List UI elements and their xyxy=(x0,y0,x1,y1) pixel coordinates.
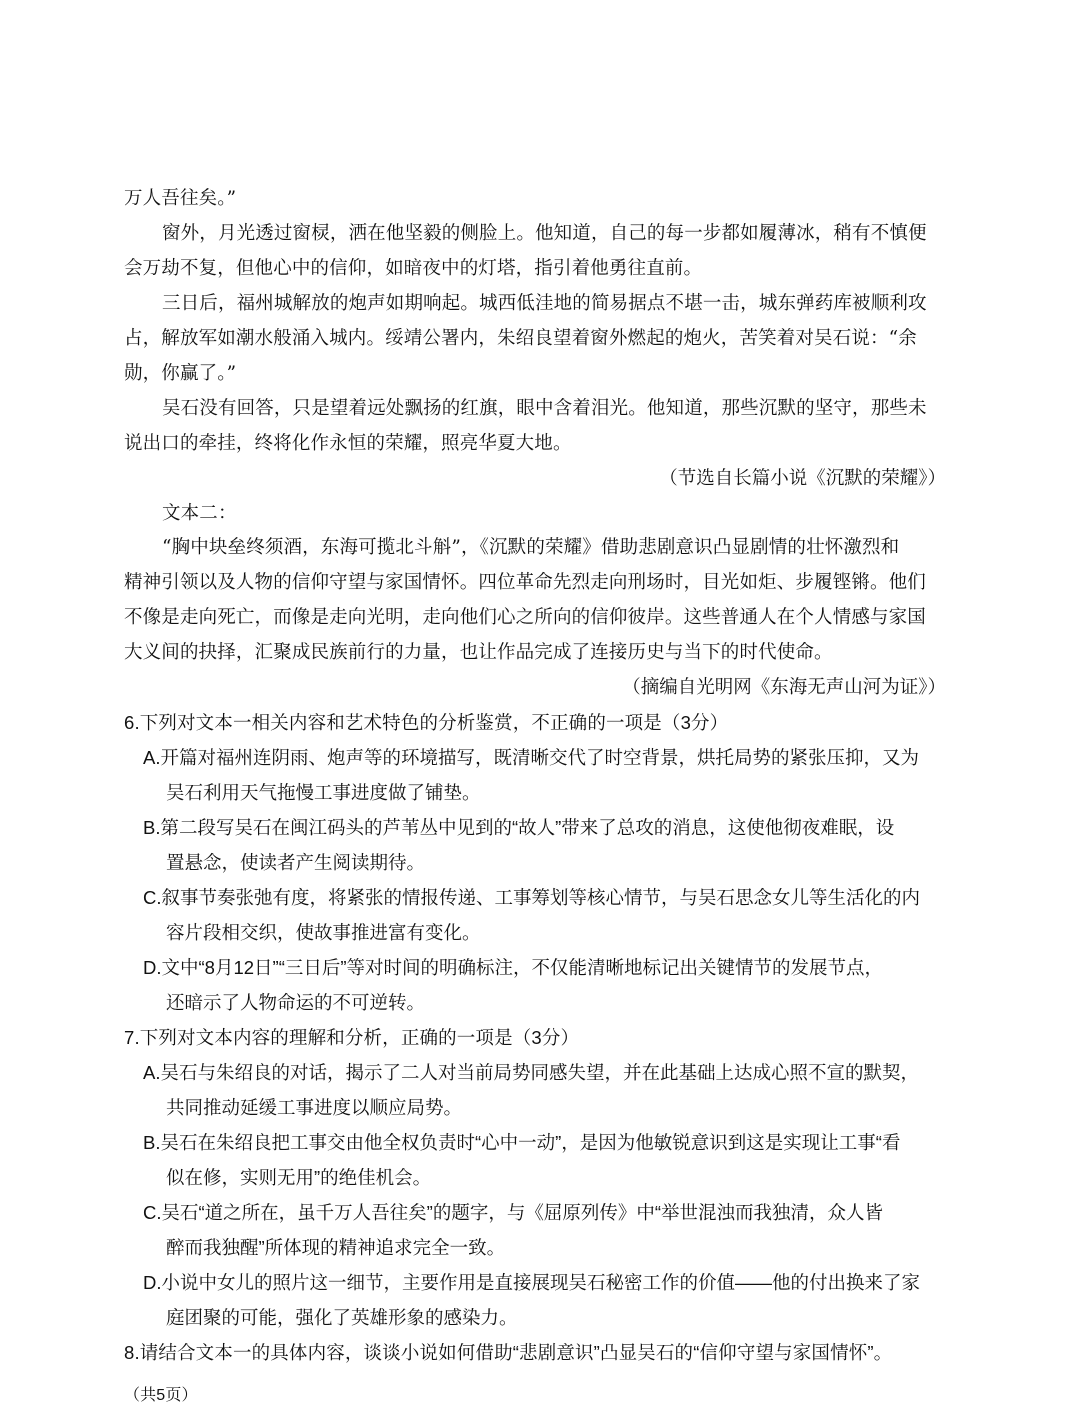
text1-line-4: 三日后，福州城解放的炮声如期响起。城西低洼地的简易据点不堪一击，城东弹药库被顺利攻 xyxy=(162,293,927,314)
q7-option-b-line-2: 似在修，实则无用”的绝佳机会。 xyxy=(166,1167,432,1188)
text2-line-2: 精神引领以及人物的信仰守望与家国情怀。四位革命先烈走向刑场时，目光如炬、步履铿锵。他们 xyxy=(124,572,926,593)
q7-option-c-line-2: 醉而我独醒”所体现的精神追求完全一致。 xyxy=(166,1237,506,1258)
page-count-footer: （共5页） xyxy=(124,1387,198,1404)
q6-option-a-line-2: 吴石利用天气拖慢工事进度做了铺垫。 xyxy=(166,782,481,803)
text1-line-8: 说出口的牵挂，终将化作永恒的荣耀，照亮华夏大地。 xyxy=(124,433,572,454)
text1-line-6: 勋，你赢了。” xyxy=(124,363,237,384)
question-8-stem: 8.请结合文本一的具体内容，谈谈小说如何借助“悲剧意识”凸显吴石的“信仰守望与家国情怀”。 xyxy=(124,1342,893,1363)
q6-option-c-line-2: 容片段相交织，使故事推进富有变化。 xyxy=(166,922,481,943)
q7-option-a-line-1: A.吴石与朱绍良的对话，揭示了二人对当前局势同感失望，并在此基础上达成心照不宣的默契， xyxy=(143,1062,919,1083)
q7-option-c-line-1: C.吴石“道之所在，虽千万人吾往矣”的题字，与《屈原列传》中“举世混浊而我独清，众人皆 xyxy=(143,1202,883,1223)
text1-line-5: 占，解放军如潮水般涌入城内。绥靖公署内，朱绍良望着窗外燃起的炮火，苦笑着对吴石说：“余 xyxy=(124,328,917,349)
text1-line-2: 窗外，月光透过窗棂，洒在他坚毅的侧脸上。他知道，自己的每一步都如履薄冰，稍有不慎便 xyxy=(162,223,927,244)
q6-option-b-line-1: B.第二段写吴石在闽江码头的芦苇丛中见到的“故人”带来了总攻的消息，这使他彻夜难眠，设 xyxy=(143,817,895,838)
text1-source: （节选自长篇小说《沉默的荣耀》） xyxy=(659,468,946,489)
text1-line-1: 万人吾往矣。” xyxy=(124,188,237,209)
q6-option-d-line-1: D.文中“8月12日”“三日后”等对时间的明确标注，不仅能清晰地标记出关键情节的发展节点， xyxy=(143,957,884,978)
q7-option-d-line-1: D.小说中女儿的照片这一细节，主要作用是直接展现吴石秘密工作的价值——他的付出换来了家 xyxy=(143,1272,921,1293)
text1-line-3: 会万劫不复，但他心中的信仰，如暗夜中的灯塔，指引着他勇往直前。 xyxy=(124,258,703,279)
question-6-stem: 6.下列对文本一相关内容和艺术特色的分析鉴赏，不正确的一项是（3分） xyxy=(124,712,729,733)
q7-option-a-line-2: 共同推动延缓工事进度以顺应局势。 xyxy=(166,1097,463,1118)
text2-heading: 文本二： xyxy=(162,503,237,524)
q6-option-d-line-2: 还暗示了人物命运的不可逆转。 xyxy=(166,992,426,1013)
text1-line-7: 吴石没有回答，只是望着远处飘扬的红旗，眼中含着泪光。他知道，那些沉默的坚守，那些未 xyxy=(162,398,927,419)
text2-source: （摘编自光明网《东海无声山河为证》） xyxy=(622,677,946,698)
q6-option-a-line-1: A.开篇对福州连阴雨、炮声等的环境描写，既清晰交代了时空背景，烘托局势的紧张压抑，又为 xyxy=(143,747,919,768)
text2-line-4: 大义间的抉择，汇聚成民族前行的力量，也让作品完成了连接历史与当下的时代使命。 xyxy=(124,642,833,663)
text2-line-3: 不像是走向死亡，而像是走向光明，走向他们心之所向的信仰彼岸。这些普通人在个人情感与家国 xyxy=(124,607,926,628)
q6-option-b-line-2: 置悬念，使读者产生阅读期待。 xyxy=(166,852,426,873)
q7-option-b-line-1: B.吴石在朱绍良把工事交由他全权负责时“心中一动”，是因为他敏锐意识到这是实现让工事“看 xyxy=(143,1132,901,1153)
question-7-stem: 7.下列对文本内容的理解和分析，正确的一项是（3分） xyxy=(124,1027,580,1048)
q6-option-c-line-1: C.叙事节奏张弛有度，将紧张的情报传递、工事筹划等核心情节，与吴石思念女儿等生活化的内 xyxy=(143,887,921,908)
text2-line-1: “胸中块垒终须酒，东海可揽北斗斛”，《沉默的荣耀》借助悲剧意识凸显剧情的壮怀激烈和 xyxy=(162,537,900,558)
q7-option-d-line-2: 庭团聚的可能，强化了英雄形象的感染力。 xyxy=(166,1307,518,1328)
